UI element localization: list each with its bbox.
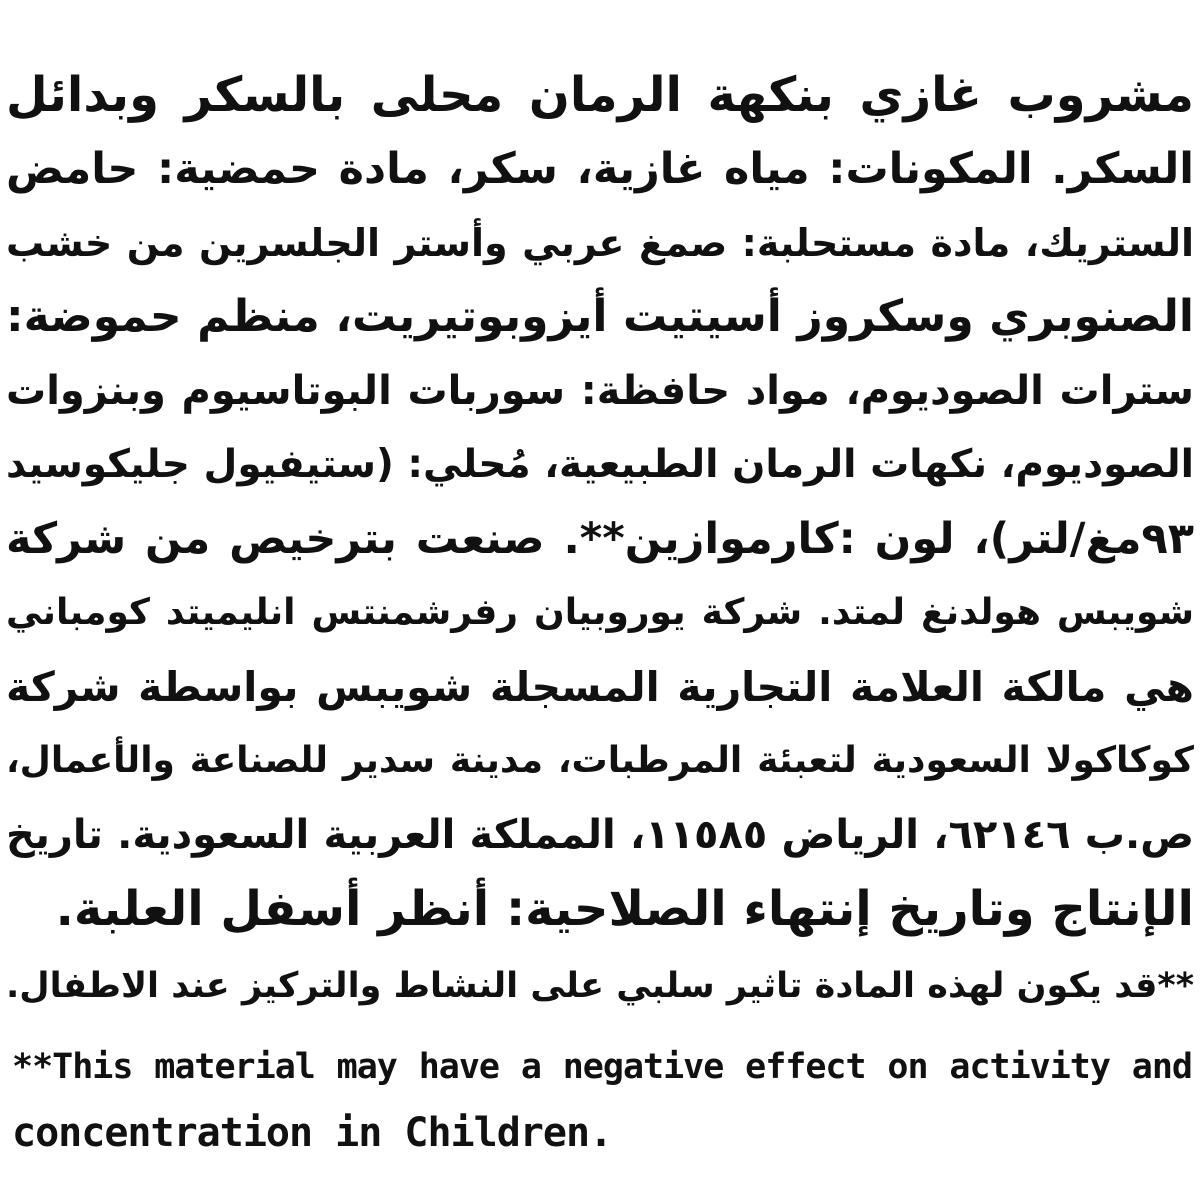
arabic-line-8: شويبس هولدنغ لمتد. شركة يوروبيان رفرشمنتس انليميتد كومباني [6, 592, 1194, 633]
arabic-line-6: الصوديوم، نكهات الرمان الطبيعية، مُحلي: (ستيفيول جليكوسيد [6, 442, 1194, 487]
arabic-line-11: ص.ب ٦٢١٤٦، الرياض ١١٥٨٥، المملكة العربية السعودية. تاريخ [6, 812, 1194, 858]
arabic-line-7: ٩٣مغ/لتر)، لون :كارموازين**. صنعت بترخيص من شركة [6, 514, 1194, 564]
arabic-line-12: الإنتاج وتاريخ إنتهاء الصلاحية: أنظر أسفل العلبة. [55, 881, 1194, 937]
arabic-line-4: الصنوبري وسكروز أسيتيت أيزوبوتيريت، منظم حموضة: [6, 291, 1194, 342]
english-line-1: **This material may have a negative effect on activity and [12, 1047, 1192, 1087]
arabic-line-10: كوكاكولا السعودية لتعبئة المرطبات، مدينة سدير للصناعة والأعمال، [6, 740, 1194, 781]
english-warning-text [12, 1034, 1192, 1166]
arabic-line-5: سترات الصوديوم، مواد حافظة: سوربات البوتاسيوم وبنزوات [6, 368, 1194, 414]
arabic-line-1: مشروب غازي بنكهة الرمان محلى بالسكر وبدائل [6, 67, 1194, 123]
arabic-warning-note: **قد يكون لهذه المادة تاثير سلبي على النشاط والتركيز عند الاطفال. [6, 966, 1194, 1006]
arabic-line-3: الستريك، مادة مستحلبة: صمغ عربي وأستر الجلسرين من خشب [6, 221, 1194, 265]
arabic-line-2: السكر. المكونات: مياه غازية، سكر، مادة حمضية: حامض [6, 144, 1194, 194]
arabic-line-9: هي مالكة العلامة التجارية المسجلة شويبس بواسطة شركة [6, 663, 1194, 711]
english-line-2: concentration in Children. [12, 1110, 613, 1156]
arabic-ingredients-text [6, 58, 1194, 1026]
